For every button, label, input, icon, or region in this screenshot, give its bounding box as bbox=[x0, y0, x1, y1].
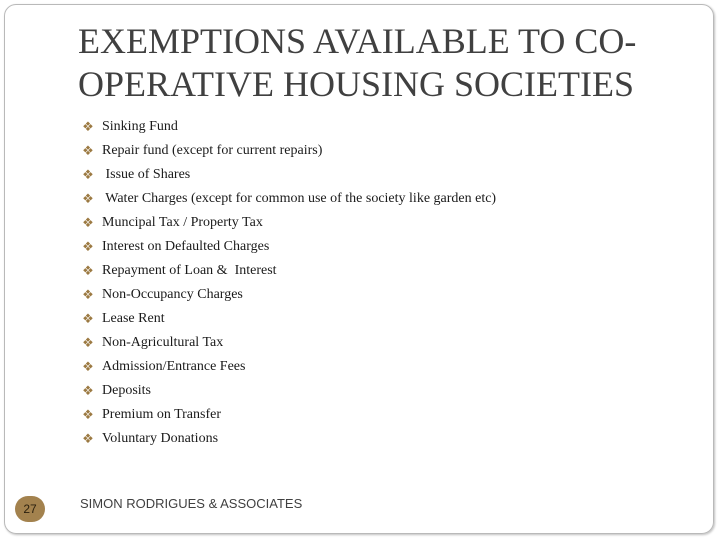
bullet-text: Non-Occupancy Charges bbox=[102, 287, 243, 302]
bullet-diamond-icon: ❖ bbox=[82, 359, 94, 374]
bullet-diamond-icon: ❖ bbox=[82, 191, 94, 206]
bullet-item bbox=[80, 307, 496, 331]
bullet-item bbox=[80, 115, 496, 139]
bullet-item bbox=[80, 283, 496, 307]
bullet-item bbox=[80, 331, 496, 355]
bullet-list bbox=[80, 115, 496, 451]
bullet-diamond-icon: ❖ bbox=[82, 215, 94, 230]
slide-title-line-1: EXEMPTIONS AVAILABLE TO CO- bbox=[78, 21, 637, 61]
footer-text: SIMON RODRIGUES & ASSOCIATES bbox=[80, 496, 303, 511]
bullet-text: Non-Agricultural Tax bbox=[102, 335, 224, 350]
bullet-text: Premium on Transfer bbox=[102, 407, 221, 422]
bullet-item bbox=[80, 139, 496, 163]
bullet-item bbox=[80, 211, 496, 235]
slide-title bbox=[78, 20, 698, 106]
bullet-item bbox=[80, 163, 496, 187]
bullet-diamond-icon: ❖ bbox=[82, 383, 94, 398]
bullet-text: Deposits bbox=[102, 383, 151, 398]
bullet-diamond-icon: ❖ bbox=[82, 335, 94, 350]
bullet-item bbox=[80, 187, 496, 211]
bullet-text: Repayment of Loan & Interest bbox=[102, 263, 277, 278]
bullet-text: Issue of Shares bbox=[102, 167, 191, 182]
bullet-text: Interest on Defaulted Charges bbox=[102, 239, 270, 254]
bullet-item bbox=[80, 427, 496, 451]
bullet-text: Repair fund (except for current repairs) bbox=[102, 143, 323, 158]
bullet-text: Water Charges (except for common use of the society like garden etc) bbox=[102, 191, 497, 206]
bullet-text: Admission/Entrance Fees bbox=[102, 359, 246, 374]
bullet-text: Voluntary Donations bbox=[102, 431, 219, 446]
bullet-text: Sinking Fund bbox=[102, 119, 178, 134]
bullet-diamond-icon: ❖ bbox=[82, 239, 94, 254]
bullet-text: Muncipal Tax / Property Tax bbox=[102, 215, 263, 230]
bullet-diamond-icon: ❖ bbox=[82, 431, 94, 446]
page-number-badge: 27 bbox=[15, 496, 45, 522]
bullet-item bbox=[80, 379, 496, 403]
bullet-item bbox=[80, 235, 496, 259]
bullet-diamond-icon: ❖ bbox=[82, 407, 94, 422]
bullet-diamond-icon: ❖ bbox=[82, 167, 94, 182]
bullet-diamond-icon: ❖ bbox=[82, 119, 94, 134]
bullet-diamond-icon: ❖ bbox=[82, 287, 94, 302]
bullet-item bbox=[80, 355, 496, 379]
bullet-item bbox=[80, 259, 496, 283]
slide-title-line-2: OPERATIVE HOUSING SOCIETIES bbox=[78, 64, 634, 104]
bullet-item bbox=[80, 403, 496, 427]
bullet-diamond-icon: ❖ bbox=[82, 311, 94, 326]
bullet-diamond-icon: ❖ bbox=[82, 143, 94, 158]
bullet-text: Lease Rent bbox=[102, 311, 165, 326]
bullet-diamond-icon: ❖ bbox=[82, 263, 94, 278]
